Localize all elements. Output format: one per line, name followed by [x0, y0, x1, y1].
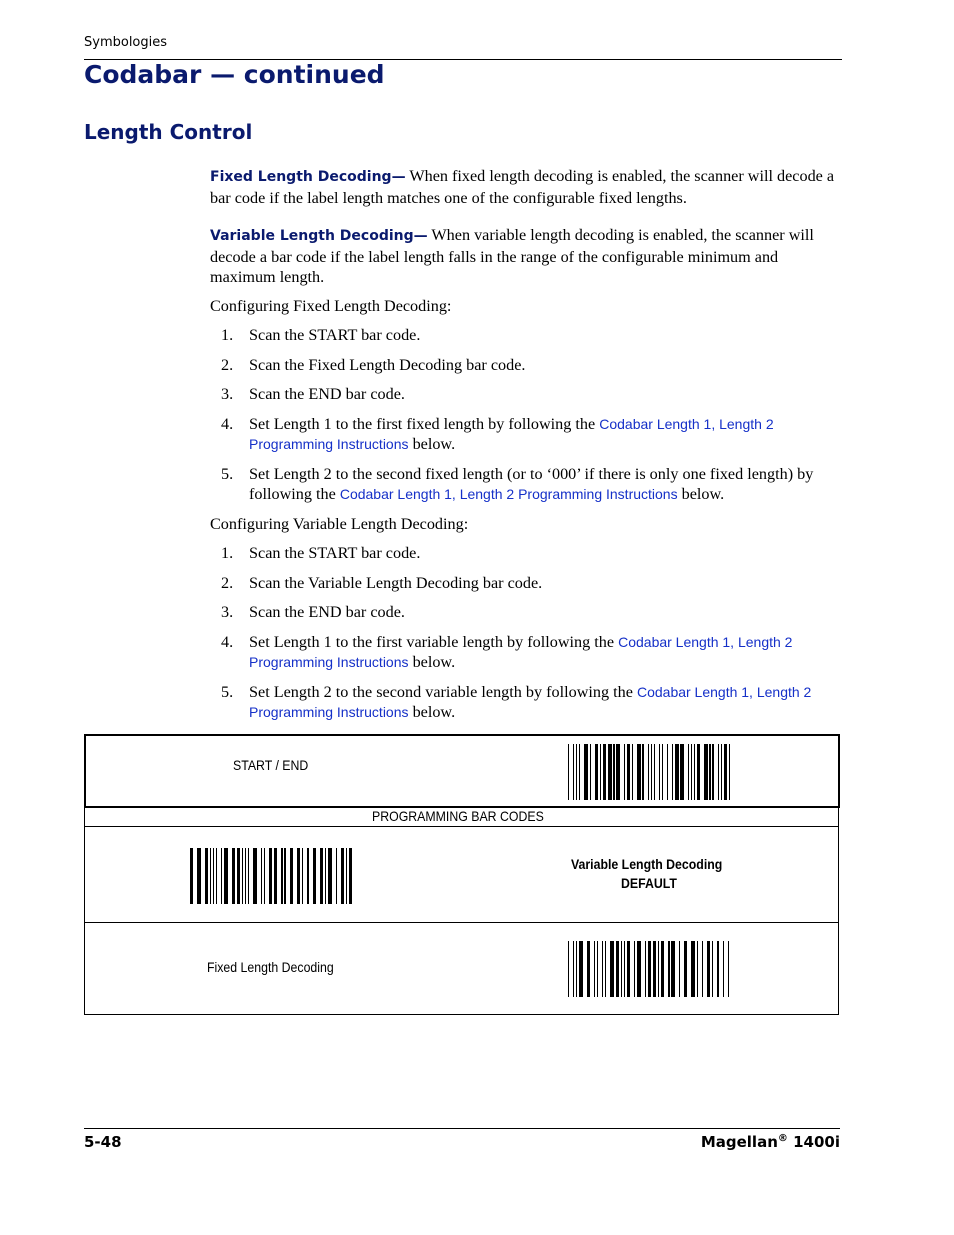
barcode-bar	[651, 744, 652, 800]
section-title: Length Control	[84, 120, 253, 144]
barcode-bar	[688, 744, 689, 800]
barcode-bar	[702, 941, 703, 997]
barcode-bar	[297, 848, 300, 904]
barcode-bar	[264, 848, 265, 904]
variable-length-lead: Variable Length Decoding—	[210, 228, 428, 244]
barcode-bar	[624, 941, 625, 997]
list-item: 1. Scan the START bar code.	[221, 544, 421, 562]
table-divider	[84, 922, 839, 923]
barcode-bar	[667, 744, 668, 800]
fixed-length-barcode[interactable]	[568, 941, 732, 997]
barcode-bar	[336, 848, 337, 904]
barcode-bar	[707, 941, 710, 997]
barcode-bar	[712, 744, 713, 800]
list-item: 2. Scan the Variable Length Decoding bar code.	[221, 573, 543, 592]
barcode-bar	[648, 744, 649, 800]
barcode-bar	[668, 941, 669, 997]
barcode-bar	[190, 848, 193, 904]
barcode-bar	[248, 848, 249, 904]
barcode-bar	[346, 848, 347, 904]
table-divider	[84, 826, 839, 827]
fixed-length-paragraph	[210, 166, 842, 208]
barcode-bar	[290, 848, 293, 904]
barcode-bar	[684, 941, 687, 997]
running-head: Symbologies	[84, 35, 168, 50]
barcode-bar	[590, 744, 591, 800]
page-number: 5-48	[84, 1133, 122, 1151]
barcode-bar	[602, 941, 603, 997]
barcode-bar	[269, 848, 272, 904]
list-item: 3. Scan the END bar code.	[221, 385, 405, 403]
barcode-bar	[313, 848, 316, 904]
barcode-bar	[697, 744, 700, 800]
barcode-bar	[697, 941, 698, 997]
barcode-bar	[600, 744, 601, 800]
barcode-bar	[349, 848, 352, 904]
barcode-bar	[608, 744, 611, 800]
barcode-bar	[253, 848, 256, 904]
barcode-bar	[680, 744, 683, 800]
barcode-bar	[210, 848, 211, 904]
barcode-bar	[661, 941, 664, 997]
barcode-bar	[662, 744, 663, 800]
barcode-bar	[307, 848, 308, 904]
list-item: 4. Set Length 1 to the first fixed length by following the Codabar Length 1, Length 2 Programming Instructions below.	[221, 414, 774, 453]
barcode-bar	[694, 744, 695, 800]
barcode-bar	[221, 848, 222, 904]
barcode-bar	[642, 744, 643, 800]
barcode-bar	[717, 941, 718, 997]
barcode-bar	[232, 848, 235, 904]
programming-instructions-link[interactable]: Codabar Length 1, Length 2 Programming Instructions	[249, 415, 774, 452]
programming-instructions-link[interactable]: Codabar Length 1, Length 2 Programming Instructions	[249, 633, 793, 670]
list-item: 5. Set Length 2 to the second fixed length (or to ‘000’ if there is only one fixed length) by following the Codabar Length 1, Length 2 Programming Instructions below.	[221, 464, 814, 503]
barcode-bar	[712, 941, 713, 997]
barcode-bar	[594, 941, 595, 997]
barcode-bar	[671, 941, 674, 997]
barcode-bar	[197, 848, 200, 904]
barcode-bar	[603, 744, 606, 800]
programming-instructions-link[interactable]: Codabar Length 1, Length 2 Programming Instructions	[249, 683, 812, 720]
barcode-bar	[627, 941, 630, 997]
product-name: Magellan® 1400i	[700, 1133, 840, 1151]
barcode-bar	[729, 744, 730, 800]
barcode-bar	[284, 848, 285, 904]
barcode-bar	[237, 848, 240, 904]
barcode-bar	[328, 848, 331, 904]
body-text	[210, 166, 842, 723]
variable-length-paragraph	[210, 225, 842, 288]
barcode-bar	[261, 848, 262, 904]
barcode-bar	[341, 848, 344, 904]
barcode-bar	[573, 941, 574, 997]
barcode-bar	[675, 744, 678, 800]
default-label: DEFAULT	[621, 875, 677, 891]
barcode-bar	[634, 941, 635, 997]
list-item: 4. Set Length 1 to the first variable length by following the Codabar Length 1, Length 2 Programming Instructions below.	[221, 632, 793, 671]
barcode-bar	[728, 941, 729, 997]
barcode-bar	[576, 744, 577, 800]
variable-config-heading: Configuring Variable Length Decoding:	[210, 514, 469, 533]
barcode-bar	[645, 941, 646, 997]
fixed-length-label: Fixed Length Decoding	[207, 959, 334, 975]
barcode-bar	[654, 744, 655, 800]
barcode-bar	[637, 941, 640, 997]
barcode-bar	[724, 744, 727, 800]
barcode-bar	[718, 744, 719, 800]
barcode-bar	[648, 941, 651, 997]
barcode-bar	[584, 744, 587, 800]
fixed-length-text: When fixed length decoding is enabled, the scanner will decode a bar code if the label length matches one of the configurable fixed lengths.	[210, 167, 835, 207]
barcode-bar	[245, 848, 246, 904]
barcode-bar	[624, 744, 625, 800]
fixed-config-heading: Configuring Fixed Length Decoding:	[210, 296, 452, 315]
barcode-bar	[709, 744, 710, 800]
barcode-bar	[587, 941, 590, 997]
programming-instructions-link[interactable]: Codabar Length 1, Length 2 Programming Instructions	[339, 486, 678, 502]
barcode-bar	[659, 744, 660, 800]
footer-rule	[84, 1128, 840, 1129]
barcode-bar	[616, 941, 619, 997]
barcode-bar	[721, 744, 722, 800]
barcode-bar	[627, 744, 630, 800]
barcode-bar	[679, 941, 680, 997]
barcode-bar	[205, 848, 208, 904]
barcode-bar	[691, 941, 694, 997]
barcode-bar	[653, 941, 656, 997]
barcode-bar	[613, 744, 614, 800]
list-item: 2. Scan the Fixed Length Decoding bar code.	[221, 355, 526, 374]
programming-bar-codes-label: PROGRAMMING BAR CODES	[372, 808, 544, 824]
start-end-barcode[interactable]	[568, 744, 732, 800]
barcode-bar	[568, 941, 569, 997]
barcode-bar	[691, 744, 692, 800]
list-item: 1. Scan the START bar code.	[221, 326, 421, 344]
barcode-bar	[723, 941, 724, 997]
barcode-bar	[568, 744, 569, 800]
barcode-bar	[213, 848, 214, 904]
barcode-bar	[597, 941, 598, 997]
variable-length-barcode[interactable]	[190, 848, 354, 904]
variable-config-steps	[210, 543, 842, 723]
barcode-bar	[302, 848, 303, 904]
fixed-config-steps	[210, 325, 842, 505]
list-item: 5. Set Length 2 to the second variable length by following the Codabar Length 1, Length 2 Programming Instructions below.	[221, 682, 812, 721]
barcode-bar	[610, 941, 613, 997]
barcode-bar	[672, 744, 673, 800]
start-end-label: START / END	[233, 757, 309, 773]
variable-length-label: Variable Length Decoding	[571, 856, 723, 872]
barcode-bar	[216, 848, 217, 904]
barcode-bar	[242, 848, 243, 904]
page-title: Codabar — continued	[84, 60, 385, 89]
barcode-bar	[595, 744, 598, 800]
barcode-bar	[621, 941, 622, 997]
barcode-bar	[325, 848, 326, 904]
barcode-bar	[274, 848, 277, 904]
barcode-bar	[658, 941, 659, 997]
barcode-bar	[320, 848, 323, 904]
barcode-bar	[704, 744, 707, 800]
barcode-bar	[616, 744, 619, 800]
variable-length-text: When variable length decoding is enabled, the scanner will decode a bar code if the label length falls in the range of the configurable minimum and maximum length.	[210, 226, 814, 286]
barcode-bar	[573, 744, 574, 800]
barcode-bar	[579, 941, 582, 997]
barcode-bar	[637, 744, 640, 800]
barcode-bar	[224, 848, 227, 904]
barcode-bar	[281, 848, 282, 904]
barcode-bar	[579, 744, 580, 800]
fixed-length-lead: Fixed Length Decoding—	[210, 169, 406, 185]
barcode-bar	[576, 941, 577, 997]
list-item: 3. Scan the END bar code.	[221, 603, 405, 621]
barcode-bar	[632, 744, 633, 800]
barcode-bar	[605, 941, 606, 997]
